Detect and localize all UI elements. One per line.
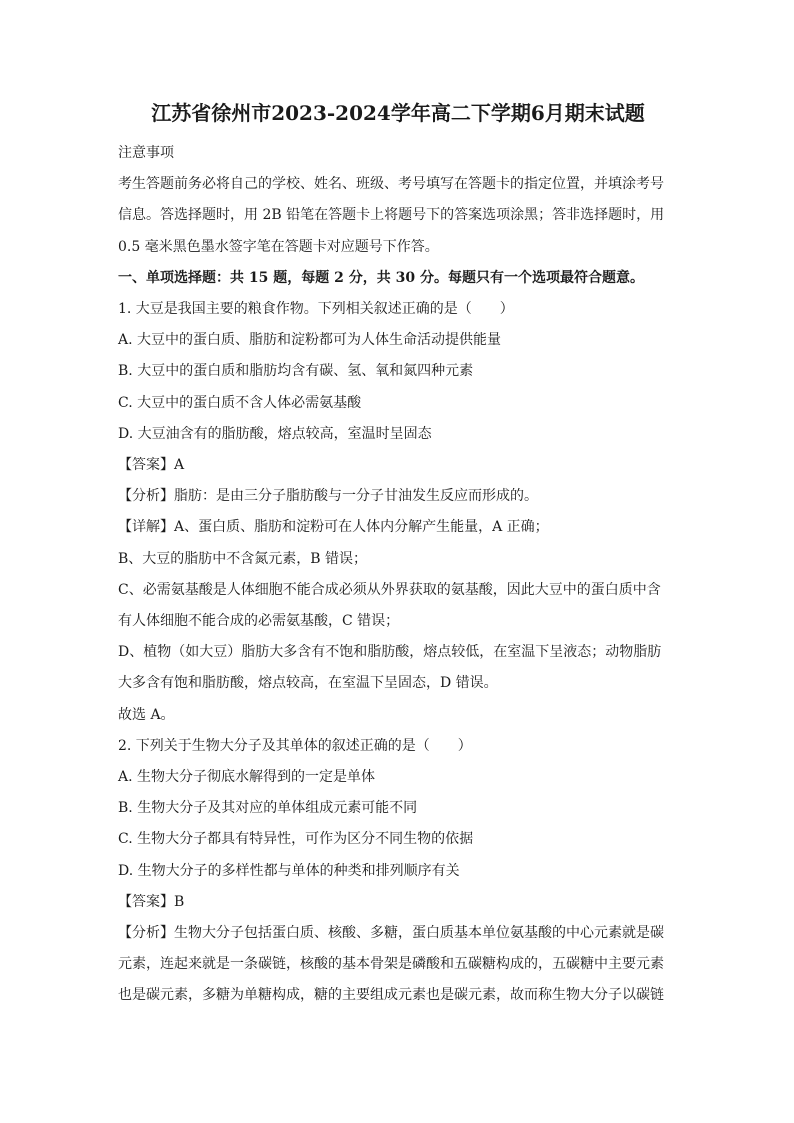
question-2-analysis-line: 也是碳元素，多糖为单糖构成，糖的主要组成元素也是碳元素，故而称生物大分子以碳链: [118, 987, 664, 1004]
notice-line: 考生答题前务必将自己的学校、姓名、班级、考号填写在答题卡的指定位置，并填涂考号: [118, 176, 664, 193]
question-2-option-b: B. 生物大分子及其对应的单体组成元素可能不同: [118, 800, 418, 817]
question-1-detail-line: D、植物（如大豆）脂肪大多含有不饱和脂肪酸，熔点较低，在室温下呈液态；动物脂肪: [118, 644, 662, 661]
question-2-option-c: C. 生物大分子都具有特异性，可作为区分不同生物的依据: [118, 831, 474, 848]
document-page: [118, 98, 678, 1012]
question-1-stem: 1. 大豆是我国主要的粮食作物。下列相关叙述正确的是（ ）: [118, 301, 514, 318]
question-1-detail-line: 大多含有饱和脂肪酸，熔点较高，在室温下呈固态，D 错误。: [118, 675, 498, 692]
question-1-detail-line: B、大豆的脂肪中不含氮元素，B 错误；: [118, 550, 368, 567]
question-2-option-d: D. 生物大分子的多样性都与单体的种类和排列顺序有关: [118, 862, 460, 879]
document-title: 江苏省徐州市2023-2024学年高二下学期6月期末试题: [151, 101, 645, 125]
question-1-option-a: A. 大豆中的蛋白质、脂肪和淀粉都可为人体生命活动提供能量: [118, 332, 502, 349]
notice-line: 0.5 毫米黑色墨水签字笔在答题卡对应题号下作答。: [118, 238, 439, 255]
question-2-analysis-line: 元素，连起来就是一条碳链，核酸的基本骨架是磷酸和五碳糖构成的，五碳糖中主要元素: [118, 956, 664, 973]
question-1-option-b: B. 大豆中的蛋白质和脂肪均含有碳、氢、氧和氮四种元素: [118, 363, 474, 380]
question-2-analysis-line: 【分析】生物大分子包括蛋白质、核酸、多糖，蛋白质基本单位氨基酸的中心元素就是碳: [118, 925, 664, 942]
question-1-analysis: 【分析】脂肪：是由三分子脂肪酸与一分子甘油发生反应而形成的。: [118, 488, 538, 505]
notice-heading: 注意事项: [118, 145, 174, 161]
question-1-option-c: C. 大豆中的蛋白质不含人体必需氨基酸: [118, 394, 362, 411]
question-1-option-d: D. 大豆油含有的脂肪酸，熔点较高，室温时呈固态: [118, 425, 432, 442]
question-1-detail-line: C、必需氨基酸是人体细胞不能合成必须从外界获取的氨基酸，因此大豆中的蛋白质中含: [118, 581, 661, 598]
question-1-answer: 【答案】A: [118, 457, 185, 474]
question-2-option-a: A. 生物大分子彻底水解得到的一定是单体: [118, 769, 376, 786]
notice-line: 信息。答选择题时，用 2B 铅笔在答题卡上将题号下的答案选项涂黑；答非选择题时，用: [118, 207, 665, 224]
question-1-detail-line: 【详解】A、蛋白质、脂肪和淀粉可在人体内分解产生能量，A 正确；: [118, 519, 549, 536]
question-2-stem: 2. 下列关于生物大分子及其单体的叙述正确的是（ ）: [118, 737, 472, 754]
question-1-detail-line: 有人体细胞不能合成的必需氨基酸，C 错误；: [118, 613, 400, 630]
question-2-answer: 【答案】B: [118, 893, 185, 910]
section-heading: 一、单项选择题：共 15 题，每题 2 分，共 30 分。每题只有一个选项最符合题意。: [118, 269, 644, 286]
question-1-conclusion: 故选 A。: [118, 706, 175, 723]
